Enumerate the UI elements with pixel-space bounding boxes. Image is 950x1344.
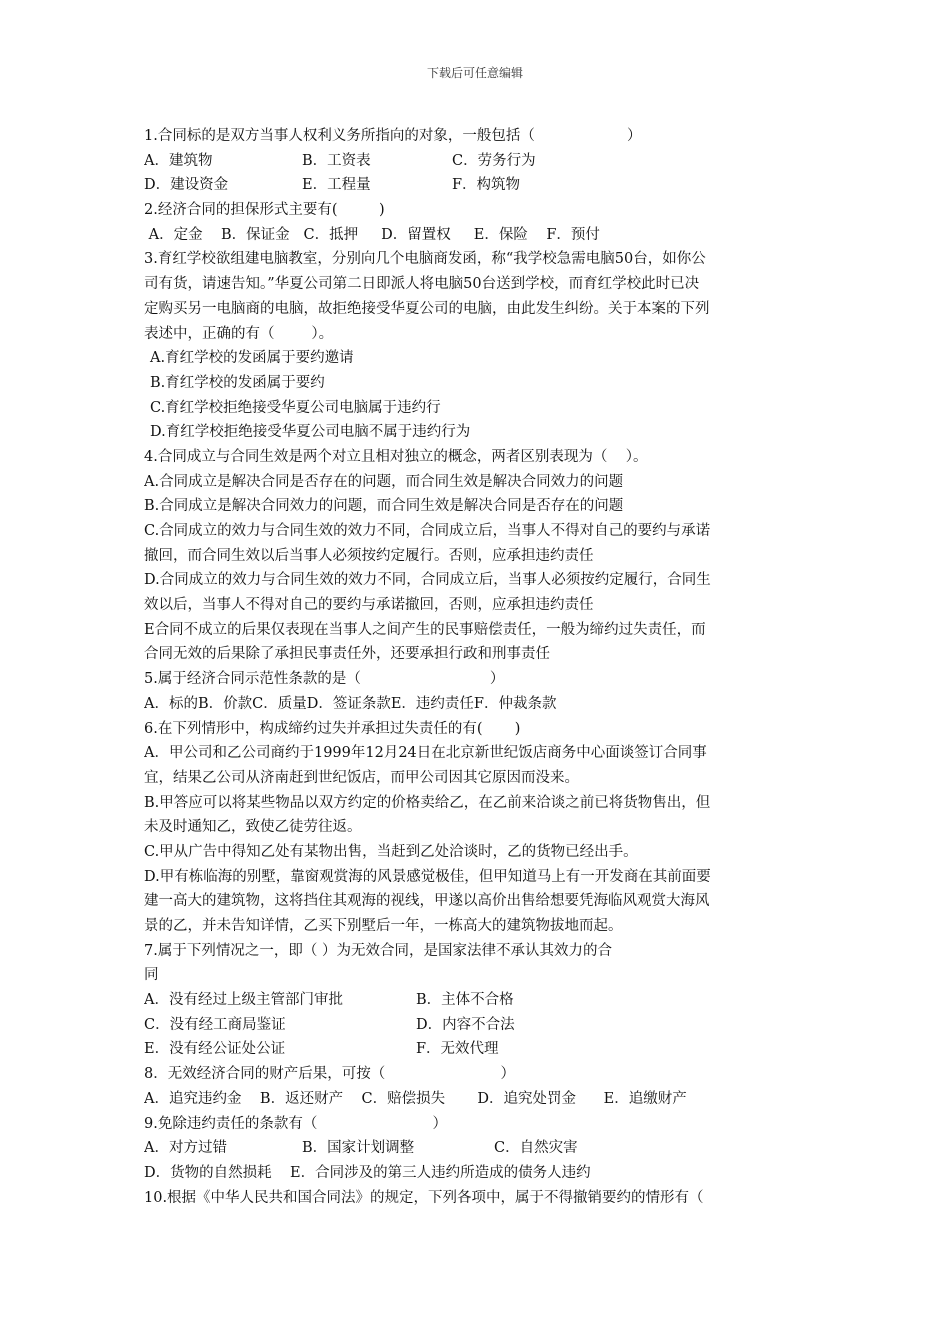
question-stem: 1.合同标的是双方当事人权利义务所指向的对象，一般包括（ ） <box>144 128 642 144</box>
option-line: B.甲答应可以将某些物品以双方约定的价格卖给乙，在乙前来洽谈之前已将货物售出，但 <box>144 794 711 811</box>
option-line: C.合同成立的效力与合同生效的效力不同，合同成立后，当事人不得对自己的要约与承诺 <box>144 523 711 539</box>
option-line: E合同不成立的后果仅表现在当事人之间产生的民事赔偿责任，一般为缔约过失责任，而 <box>144 621 706 638</box>
option-line: D.合同成立的效力与合同生效的效力不同，合同成立后，当事人必须按约定履行，合同生 <box>144 572 711 589</box>
question-stem: 8．无效经济合同的财产后果，可按（ ） <box>144 1066 515 1083</box>
option: A．没有经过上级主管部门审批 <box>144 992 343 1009</box>
option-line: C.甲从广告中得知乙处有某物出售，当赶到乙处洽谈时，乙的货物已经出手。 <box>144 843 638 860</box>
question-stem: 9.免除违约责任的条款有（ ） <box>144 1115 448 1132</box>
option-line: 宜，结果乙公司从济南赶到世纪饭店，而甲公司因其它原因而没来。 <box>144 769 579 786</box>
question-stem: 4.合同成立与合同生效是两个对立且相对独立的概念，两者区别表现为（ ）。 <box>144 448 648 465</box>
option: C．没有经工商局鉴证 <box>144 1016 286 1033</box>
question-stem: 同 <box>144 967 159 984</box>
option: A．建筑物 <box>144 152 213 169</box>
option-row <box>144 988 810 1013</box>
question-list <box>144 124 810 1210</box>
option: B.育红学校的发函属于要约 <box>150 374 325 391</box>
option-line: D．货物的自然损耗 E．合同涉及的第三人违约所造成的债务人违约 <box>144 1164 591 1181</box>
question-stem: 7.属于下列情况之一，即（ ）为无效合同，是国家法律不承认其效力的合 <box>144 942 612 959</box>
question-stem: 10.根据《中华人民共和国合同法》的规定，下列各项中，属于不得撤销要约的情形有（ <box>144 1189 704 1206</box>
option-line: 效以后，当事人不得对自己的要约与承诺撤回，否则，应承担违约责任 <box>144 597 594 614</box>
question-stem: 定购买另一电脑商的电脑，故拒绝接受华夏公司的电脑，由此发生纠纷。关于本案的下列 <box>144 300 710 317</box>
option: B．主体不合格 <box>416 992 514 1009</box>
question-stem: 3.育红学校欲组建电脑教室，分别向几个电脑商发函，称“我学校急需电脑50台，如你公 <box>144 251 706 268</box>
option-row <box>144 1136 810 1161</box>
option-line: 建一高大的建筑物，这将挡住其观海的视线，甲遂以高价出售给想要凭海临风观赏大海风 <box>144 893 710 910</box>
option-row <box>144 1013 810 1038</box>
option-row <box>144 1037 810 1062</box>
option-line: A.合同成立是解决合同是否存在的问题，而合同生效是解决合同效力的问题 <box>144 473 624 490</box>
option-line: A．标的B．价款C．质量D．签证条款E．违约责任F．仲裁条款 <box>144 695 557 712</box>
option: D.育红学校拒绝接受华夏公司电脑不属于违约行为 <box>150 424 471 441</box>
option: D．内容不合法 <box>416 1016 515 1033</box>
option-row <box>144 173 810 198</box>
option-line: B.合同成立是解决合同效力的问题，而合同生效是解决合同是否存在的问题 <box>144 498 624 515</box>
option-line: 撤回，而合同生效以后当事人必须按约定履行。否则，应承担违约责任 <box>144 547 594 564</box>
option: D．建设资金 <box>144 177 229 194</box>
question-stem: 6.在下列情形中，构成缔约过失并承担过失责任的有( ) <box>144 720 521 737</box>
page-header: 下载后可任意编辑 <box>426 66 523 80</box>
option-line: A．追究违约金 B．返还财产 C．赔偿损失 D．追究处罚金 E．追缴财产 <box>144 1090 687 1107</box>
option: A.育红学校的发函属于要约邀请 <box>150 350 354 367</box>
option: E．工程量 <box>302 177 371 194</box>
question-stem: 5.属于经济合同示范性条款的是（ ） <box>144 671 505 688</box>
question-stem: 司有货，请速告知。”华夏公司第二日即派人将电脑50台送到学校，而育红学校此时已决 <box>144 276 700 293</box>
option-row <box>144 149 810 174</box>
option: B．工资表 <box>302 152 371 169</box>
question-stem: 表述中，正确的有（ ）。 <box>144 325 334 342</box>
option: C.育红学校拒绝接受华夏公司电脑属于违约行 <box>150 399 441 416</box>
question-stem: 2.经济合同的担保形式主要有( ) <box>144 202 385 219</box>
option-line: 景的乙，并未告知详情，乙买下别墅后一年，一栋高大的建筑物拔地而起。 <box>144 918 623 934</box>
option: C．劳务行为 <box>452 152 536 169</box>
option-line: D.甲有栋临海的别墅，靠窗观赏海的风景感觉极佳，但甲知道马上有一开发商在其前面要 <box>144 868 711 885</box>
option-line: A．定金 B．保证金 C．抵押 D．留置权 E．保险 F．预付 <box>144 226 600 243</box>
option: B．国家计划调整 <box>302 1140 415 1157</box>
option: E．没有经公证处公证 <box>144 1041 286 1058</box>
option-line: 未及时通知乙，致使乙徒劳往返。 <box>144 819 362 836</box>
option: F．构筑物 <box>452 177 521 194</box>
option: A．对方过错 <box>144 1140 227 1157</box>
option-line: A．甲公司和乙公司商约于1999年12月24日在北京新世纪饭店商务中心面谈签订合同事 <box>144 745 707 762</box>
option: C．自然灾害 <box>494 1140 578 1157</box>
option: F．无效代理 <box>416 1041 499 1058</box>
option-line: 合同无效的后果除了承担民事责任外，还要承担行政和刑事责任 <box>144 646 550 663</box>
